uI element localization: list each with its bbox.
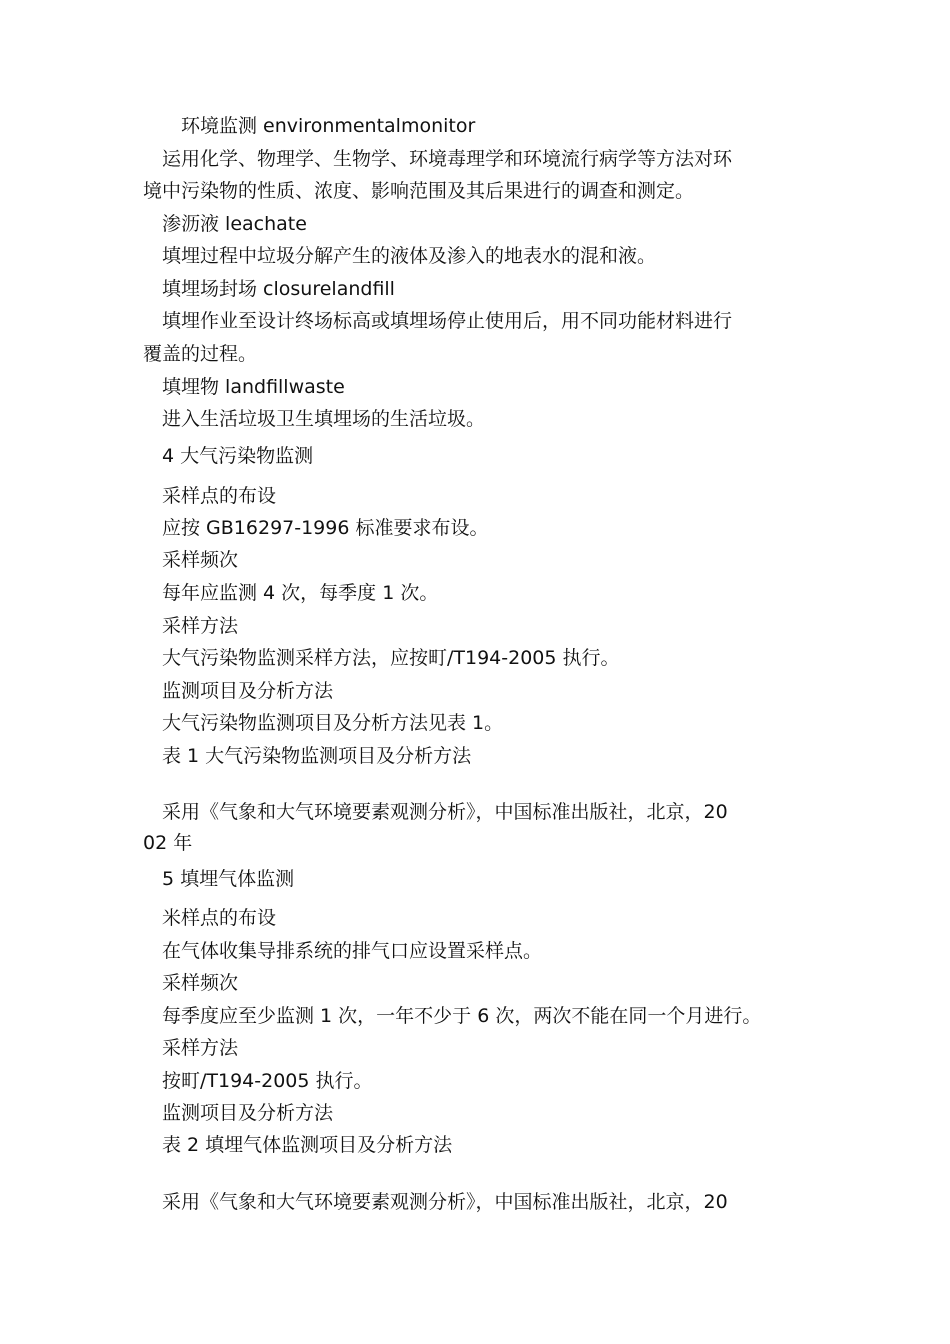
text-line: 填埋物 landfillwaste [143,376,345,398]
text-line: 填埋过程中垃圾分解产生的液体及渗入的地表水的混和液。 [143,245,657,267]
text-line: 米样点的布设 [143,907,277,929]
text-line: 渗沥液 leachate [143,213,307,235]
text-line: 02 年 [143,832,193,854]
text-line: 环境监测 environmentalmonitor [143,115,476,137]
text-line: 每年应监测 4 次，每季度 1 次。 [143,582,439,604]
text-line: 采样频次 [143,972,239,994]
text-line: 采样频次 [143,549,239,571]
text-line: 填埋场封场 closurelandfill [143,278,395,300]
text-line: 大气污染物监测项目及分析方法见表 1。 [143,712,504,734]
table-caption: 表 1 大气污染物监测项目及分析方法 [143,745,472,767]
table-caption: 表 2 填埋气体监测项目及分析方法 [143,1134,453,1156]
text-line: 采样方法 [143,1037,239,1059]
text-line: 在气体收集导排系统的排气口应设置采样点。 [143,940,543,962]
text-line: 填埋作业至设计终场标高或填埋场停止使用后，用不同功能材料进行 [143,310,733,332]
text-line: 覆盖的过程。 [143,343,258,365]
section-heading: 4 大气污染物监测 [143,445,314,467]
text-line: 按町/T194-2005 执行。 [143,1070,373,1092]
text-line: 运用化学、物理学、生物学、环境毒理学和环境流行病学等方法对环 [143,148,733,170]
text-line: 大气污染物监测采样方法，应按町/T194-2005 执行。 [143,647,620,669]
text-line: 每季度应至少监测 1 次，一年不少于 6 次，两次不能在同一个月进行。 [143,1005,762,1027]
text-line: 应按 GB16297-1996 标准要求布设。 [143,517,489,539]
text-line: 采样点的布设 [143,485,277,507]
section-heading: 5 填埋气体监测 [143,868,295,890]
text-line: 监测项目及分析方法 [143,1102,334,1124]
text-line: 境中污染物的性质、浓度、影响范围及其后果进行的调查和测定。 [143,180,695,202]
text-line: 采用《气象和大气环境要素观测分析》，中国标准出版社，北京，20 [143,801,728,823]
text-line: 采用《气象和大气环境要素观测分析》，中国标准出版社，北京，20 [143,1191,728,1213]
text-line: 监测项目及分析方法 [143,680,334,702]
text-line: 进入生活垃圾卫生填埋场的生活垃圾。 [143,408,486,430]
text-line: 采样方法 [143,615,239,637]
